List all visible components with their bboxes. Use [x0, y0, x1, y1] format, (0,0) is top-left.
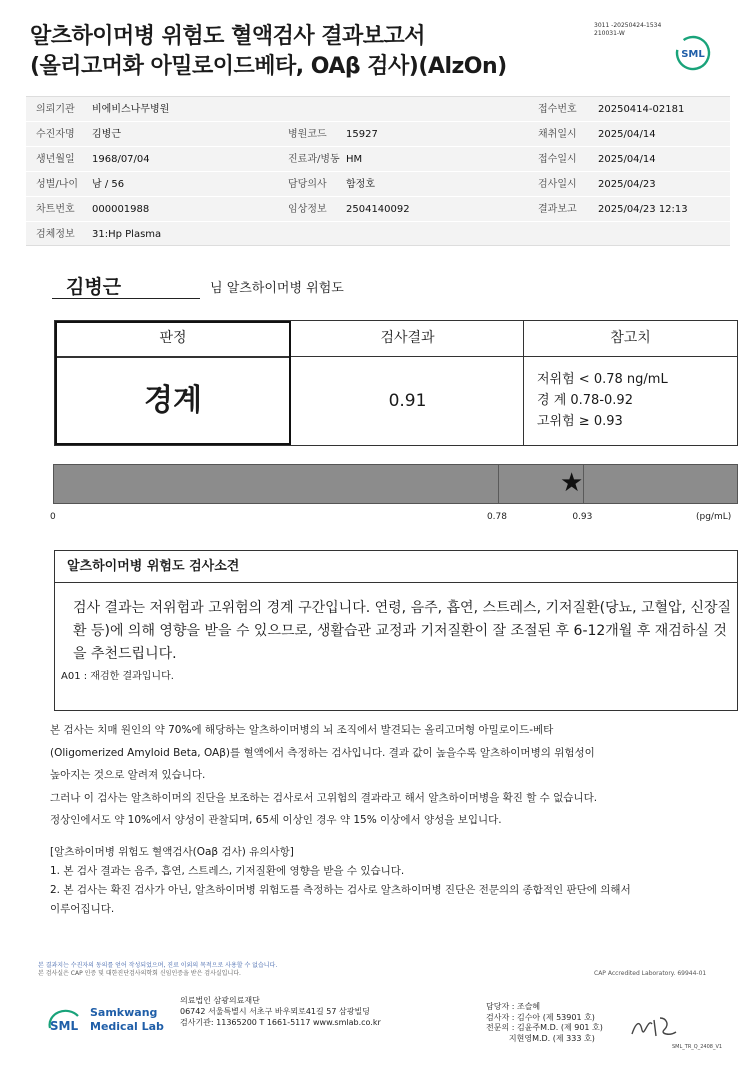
reference-high: 고위험 ≥ 0.93 — [537, 414, 623, 429]
info-label: 접수일시 — [538, 154, 577, 165]
info-row — [26, 147, 730, 172]
header-judgement: 판정 — [159, 330, 187, 346]
info-value: 남 / 56 — [92, 179, 125, 190]
caution-section — [50, 843, 730, 919]
caution-item: 1. 본 검사 결과는 음주, 흡연, 스트레스, 기저질환에 영향을 받을 수 있습니다. — [50, 865, 405, 877]
document-id — [594, 22, 661, 38]
description-line: 본 검사는 치매 원인의 약 70%에 해당하는 알츠하이머병의 뇌 조직에서 발견되는 올리고머형 아밀로이드-베타 — [50, 724, 554, 736]
info-value: 김병근 — [92, 129, 121, 140]
result-value: 0.91 — [388, 391, 427, 411]
test-description — [50, 719, 730, 832]
svg-text:SML: SML — [49, 1019, 79, 1033]
info-label: 임상정보 — [288, 204, 327, 215]
info-value: 2025/04/14 — [598, 129, 656, 140]
info-value: 000001988 — [92, 204, 150, 215]
disclaimer-line: 본 결과지는 수진자의 동의를 얻어 작성되었으며, 진료 이외의 목적으로 사용할 수 없습니다. — [38, 962, 278, 969]
footer-logo-text — [90, 1006, 164, 1034]
header-result: 검사결과 — [380, 330, 435, 346]
reference-border: 경 계 0.78-0.92 — [537, 393, 633, 408]
info-label: 병원코드 — [288, 129, 327, 140]
info-row — [26, 172, 730, 197]
info-value: 20250414-02181 — [598, 104, 685, 115]
org-line: 검사기관: 11365200 T 1661-5117 www.smlab.co.kr — [180, 1018, 381, 1027]
sml-footer-logo-icon — [44, 1006, 84, 1040]
patient-name-suffix: 님 알츠하이머병 위험도 — [210, 281, 344, 296]
opinion-title: 알츠하이머병 위험도 검사소견 — [55, 551, 737, 583]
result-marker-star-icon: ★ — [559, 468, 584, 498]
reference-ranges — [537, 369, 668, 432]
svg-text:SML: SML — [681, 49, 705, 60]
caution-item: 이루어집니다. — [50, 903, 115, 915]
info-label: 성별/나이 — [36, 179, 79, 190]
footer-logo-name: Samkwang — [90, 1006, 158, 1019]
judgement-value: 경계 — [144, 383, 202, 418]
info-row — [26, 222, 730, 247]
opinion-box — [54, 550, 738, 711]
scale-label-cut-high: 0.93 — [572, 512, 593, 522]
scale-label-min: 0 — [50, 512, 56, 522]
info-value: 31:Hp Plasma — [92, 229, 162, 240]
opinion-text: 검사 결과는 저위험과 고위험의 경계 구간입니다. 연령, 음주, 흡연, 스트레스, 기저질환(당뇨, 고혈압, 신장질환 등)에 의해 영향을 받을 수 있으므로, 생활습관 교정과 기저질환이 잘 조절된 후 6-12개월 후 재검하실 것을 추천드립니다. — [73, 600, 732, 662]
staff-line: 지현영M.D. (제 333 호) — [486, 1033, 595, 1043]
info-value: 1968/07/04 — [92, 154, 150, 165]
scale-cut-high — [583, 465, 584, 503]
description-line: 그러나 이 검사는 알츠하이머의 진단을 보조하는 검사로서 고위험의 결과라고 해서 알츠하이머병을 확진 할 수 없습니다. — [50, 791, 598, 804]
disclaimer-line: 본 검사실은 CAP 인증 및 대한진단검사의학회 신임인증을 받은 검사실입니다. — [38, 970, 241, 977]
opinion-note: A01 : 재검한 결과입니다. — [61, 671, 174, 682]
info-value: 함정호 — [346, 179, 375, 190]
info-label: 결과보고 — [538, 204, 577, 215]
info-label: 검사일시 — [538, 179, 577, 190]
signature-icon — [626, 1010, 682, 1046]
info-value: 2504140092 — [346, 204, 410, 215]
info-label: 수진자명 — [36, 129, 75, 140]
document-id-line1: 3011 -20250424-1534 — [594, 22, 662, 29]
description-line: (Oligomerized Amyloid Beta, OAβ)를 혈액에서 측정하는 검사입니다. 결과 값이 높을수록 알츠하이머병의 위험성이 — [50, 746, 595, 759]
patient-name-underline — [52, 270, 200, 299]
info-label: 차트번호 — [36, 204, 75, 215]
info-label: 생년월일 — [36, 154, 75, 165]
report-title-line2: (올리고머화 아밀로이드베타, OAβ 검사)(AlzOn) — [30, 54, 507, 79]
risk-scale-bar — [53, 464, 738, 504]
report-title — [30, 22, 507, 82]
caution-item: 2. 본 검사는 확진 검사가 아닌, 알츠하이머병 위험도를 측정하는 검사로 알츠하이머병 진단은 전문의의 종합적인 판단에 의해서 — [50, 884, 631, 896]
info-value: HM — [346, 154, 363, 165]
reference-low: 저위험 < 0.78 ng/mL — [537, 372, 668, 387]
info-row — [26, 197, 730, 222]
document-id-line2: 210031-W — [594, 30, 625, 37]
header-reference: 참고치 — [610, 330, 651, 346]
patient-info-panel — [26, 96, 730, 246]
staff-line: 담당자 : 조슬혜 — [486, 1002, 541, 1011]
disclaimer — [38, 962, 498, 978]
organization-info — [180, 995, 381, 1028]
info-value: 15927 — [346, 129, 378, 140]
scale-label-cut-low: 0.78 — [486, 512, 507, 522]
sml-logo-icon — [674, 34, 712, 72]
org-line: 의료법인 삼광의료재단 — [180, 996, 260, 1005]
patient-name: 김병근 — [66, 276, 122, 298]
scale-cut-low — [498, 465, 499, 503]
info-label: 진료과/병동 — [288, 154, 340, 165]
info-value: 비에비스나무병원 — [92, 104, 170, 115]
staff-info — [486, 1002, 603, 1044]
form-code: SML_TR_Q_2408_V1 — [672, 1044, 723, 1050]
info-value: 2025/04/14 — [598, 154, 656, 165]
result-table — [54, 320, 738, 446]
info-label: 검체정보 — [36, 229, 75, 240]
info-label: 접수번호 — [538, 104, 577, 115]
info-label: 담당의사 — [288, 179, 327, 190]
staff-line: 전문의 : 김윤주M.D. (제 901 호) — [486, 1023, 603, 1032]
info-row — [26, 122, 730, 147]
info-row — [26, 97, 730, 122]
cap-accreditation: CAP Accredited Laboratory. 69944-01 — [594, 970, 707, 977]
footer-logo — [44, 1000, 164, 1044]
org-line: 06742 서울특별시 서초구 바우뫼로41길 57 삼광빌딩 — [180, 1007, 370, 1016]
info-label: 의뢰기관 — [36, 104, 75, 115]
description-line: 정상인에서도 약 10%에서 양성이 관찰되며, 65세 이상인 경우 약 15% 이상에서 양성을 보입니다. — [50, 814, 502, 826]
info-label: 채취일시 — [538, 129, 577, 140]
footer-logo-name: Medical Lab — [90, 1020, 164, 1033]
info-value: 2025/04/23 12:13 — [598, 204, 688, 215]
caution-title: [알츠하이머병 위험도 혈액검사(Oaβ 검사) 유의사항] — [50, 846, 294, 858]
description-line: 높아지는 것으로 알려져 있습니다. — [50, 769, 206, 781]
staff-line: 검사자 : 김수아 (제 53901 호) — [486, 1012, 595, 1022]
scale-unit: (pg/mL) — [696, 512, 732, 522]
report-title-line1: 알츠하이머병 위험도 혈액검사 결과보고서 — [30, 24, 426, 49]
info-value: 2025/04/23 — [598, 179, 656, 190]
